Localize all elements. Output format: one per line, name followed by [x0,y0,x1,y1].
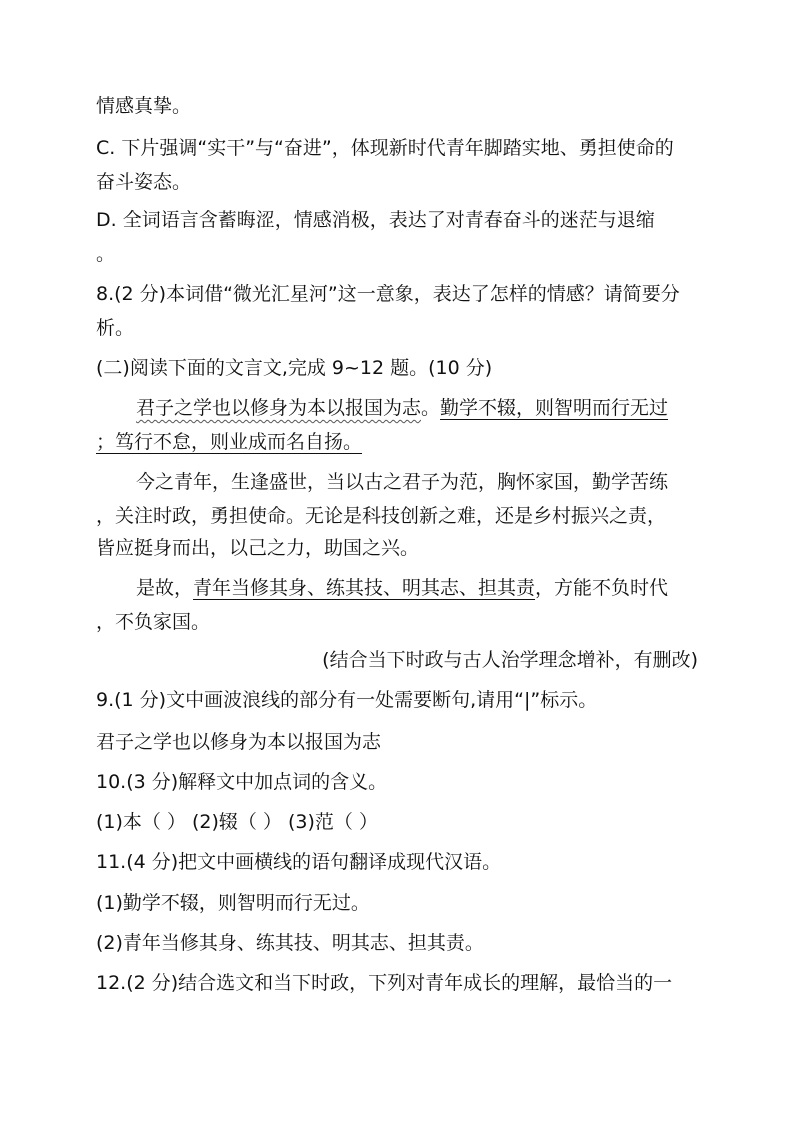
underlined-text-2: ；笃行不怠，则业成而名自扬。 [96,431,363,453]
option-c-line1: C. 下片强调“实干”与“奋进”，体现新时代青年脚踏实地、勇担使命的 [96,137,674,159]
passage-p3-suffix: ，方能不负时代 [535,577,669,599]
option-c-line2: 奋斗姿态。 [96,171,192,193]
passage-p3-prefix: 是故， [136,577,194,599]
option-d-line1: D. 全词语言含蓄晦涩，情感消极，表达了对青春奋斗的迷茫与退缩 [96,209,655,231]
passage-p2-line2: ，关注时政，勇担使命。无论是科技创新之难，还是乡村振兴之责， [96,505,667,527]
q12-prompt: 12.(2 分)结合选文和当下时政，下列对青年成长的理解，最恰当的一 [96,972,673,994]
passage-p3-line1 [136,576,668,600]
q11-item1: (1)勤学不辍，则智明而行无过。 [96,892,370,914]
passage-p2-line1: 今之青年，生逢盛世，当以古之君子为范，胸怀家国，勤学苦练 [136,471,669,493]
q7-tail-text: 情感真挚。 [96,95,192,117]
q11-item2: (2)青年当修其身、练其技、明其志、担其责。 [96,932,484,954]
passage-p3-line2: ，不负家国。 [96,611,211,633]
q8-line2: 析。 [96,317,135,339]
passage-p1-line2 [96,430,362,454]
underlined-text-3: 青年当修其身、练其技、明其志、担其责 [193,577,536,599]
q9-prompt: 9.(1 分)文中画波浪线的部分有一处需要断句,请用“|”标示。 [96,689,598,711]
underlined-text-1: 勤学不辍，则智明而行无过 [440,397,669,419]
passage-p1-period: 。 [421,397,441,419]
source-note: (结合当下时政与古人治学理念增补，有删改) [322,649,698,671]
q10-items: (1)本（ ） (2)辍（ ） (3)范（ ） [96,811,378,833]
q11-prompt: 11.(4 分)把文中画横线的语句翻译成现代汉语。 [96,851,502,873]
option-d-line2: 。 [96,243,116,265]
passage-p1-line1 [136,396,668,420]
q9-sentence: 君子之学也以修身为本以报国为志 [96,731,382,753]
wavy-underlined-text: 君子之学也以修身为本以报国为志 [136,397,422,419]
passage-p2-line3: 皆应挺身而出，以己之力，助国之兴。 [96,537,420,559]
q10-prompt: 10.(3 分)解释文中加点词的含义。 [96,771,388,793]
q8-line1: 8.(2 分)本词借“微光汇星河”这一意象，表达了怎样的情感？请简要分 [96,283,680,305]
section2-heading: (二)阅读下面的文言文,完成 9~12 题。(10 分) [96,357,493,379]
